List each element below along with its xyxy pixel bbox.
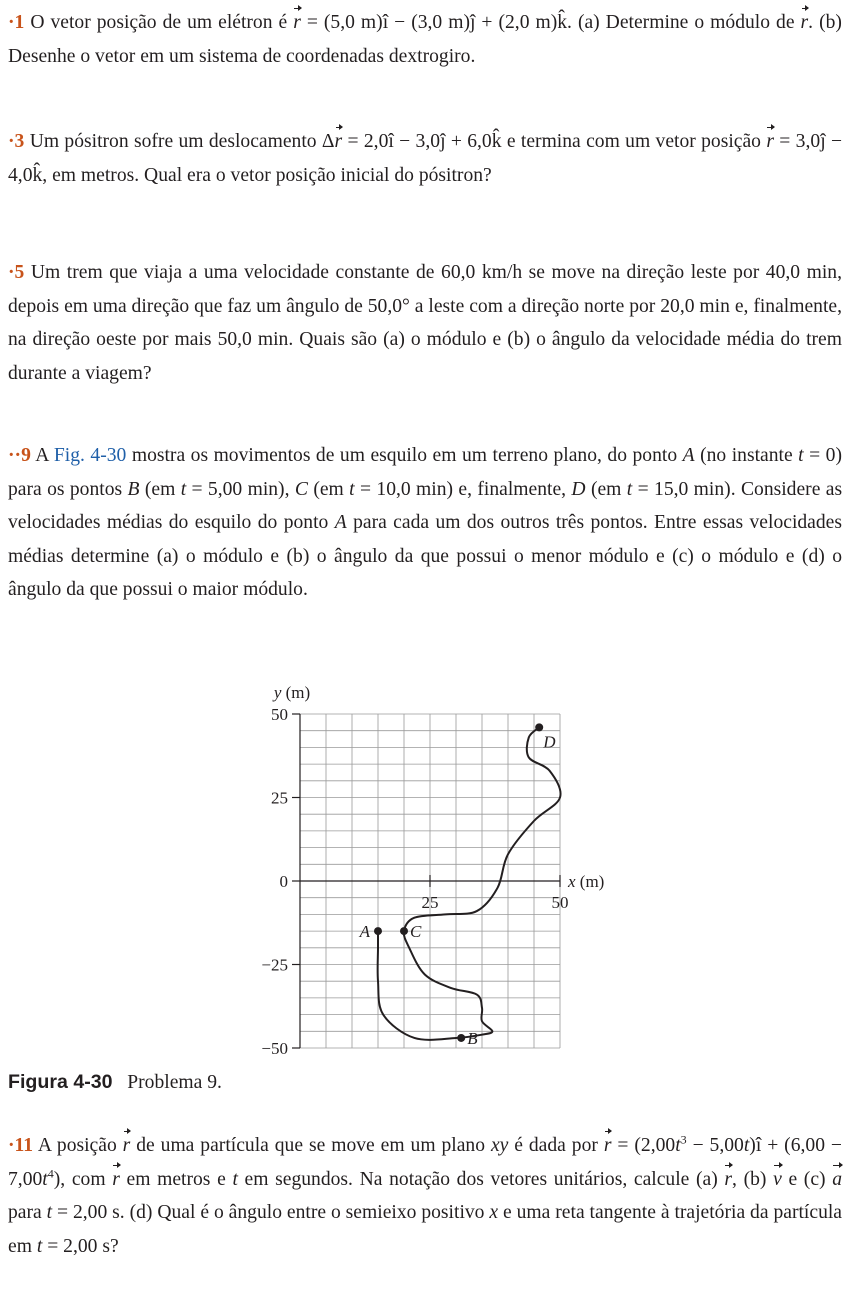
text: . (b) Desenhe o vetor em um sistema de coordenadas dextrogiro. — [8, 12, 842, 67]
vector-r: r — [724, 1163, 732, 1197]
text: + (2,0 m) — [481, 12, 558, 33]
var-xy: xy — [490, 1135, 509, 1156]
vector-r: r — [604, 1129, 612, 1163]
squirrel-path-chart — [230, 678, 630, 1063]
text: A — [35, 445, 49, 466]
text: para cada um dos outros três pontos. Entre essas velocidades médias determine (a) o módulo e (b) o ângulo da que possui o menor módulo e (c) o módulo e (d) o ângulo da que possui o maior módulo. — [8, 512, 842, 600]
var-t: t — [180, 478, 187, 500]
point-label: A — [682, 445, 695, 466]
text: − (3,0 m) — [394, 12, 470, 33]
problem-number: ··9 — [8, 445, 31, 466]
text: e termina com um vetor posição — [506, 131, 761, 152]
text: de uma partícula que se move em um plano — [136, 1135, 486, 1156]
text: = 10,0 min) e, finalmente, — [359, 478, 567, 500]
var-t: t — [743, 1135, 750, 1156]
figure-link[interactable]: Fig. 4-30 — [53, 445, 127, 466]
text: (em — [144, 478, 176, 500]
problem-number: ·11 — [8, 1135, 34, 1156]
vector-r: r — [801, 6, 809, 40]
point-label-d: D — [543, 732, 556, 752]
text: para — [8, 1202, 42, 1223]
point-label: A — [334, 512, 347, 533]
point-label-b: B — [467, 1028, 478, 1048]
point-b — [457, 1034, 465, 1042]
text: Um trem que viaja a uma velocidade constante de 60,0 km/h se move na direção leste por 40,0 min, depois em uma direção que faz um ângulo de 50,0° a leste com a direção norte por 20,0 min e, finalmente, na direção oeste por mais 50,0 min. Quais são (a) o módulo e (b) o ângulo da velocidade média do trem durante a viagem? — [8, 262, 842, 384]
problem-5 — [8, 256, 842, 390]
text: (em — [590, 478, 622, 500]
figure-caption — [8, 1067, 222, 1098]
var-t: t — [349, 478, 355, 500]
text: (no instante — [700, 445, 793, 466]
point-label: B — [127, 478, 140, 500]
point-d — [535, 723, 543, 731]
text: − 5,00 — [692, 1135, 744, 1156]
text: + (6,00 − 7,00 — [8, 1135, 842, 1190]
unit-i: î — [382, 12, 389, 33]
y-tick-label: 50 — [271, 705, 288, 724]
text: mostra os movimentos de um esquilo em um terreno plano, do ponto — [131, 445, 678, 466]
var-t: t — [232, 1168, 238, 1190]
text: e (c) — [788, 1168, 826, 1190]
vector-r: r — [766, 125, 774, 159]
var-t: t — [36, 1235, 43, 1257]
text: = 2,0 — [347, 131, 389, 152]
text: Um pósitron sofre um deslocamento Δ — [29, 131, 335, 152]
point-c — [400, 927, 408, 935]
y-tick-label: 25 — [271, 788, 288, 808]
text: (em — [313, 478, 344, 500]
text: , em metros. Qual era o vetor posição inicial do pósitron? — [42, 164, 492, 186]
var-t: t — [46, 1202, 53, 1223]
text: = 0) para os pontos — [8, 445, 842, 500]
problem-11: ·11 A posição r de uma partícula que se move em um plano xy é dada por $r = (2,00t^3$ − 5,00t)î + $(6,00 - 7,00t^4)$, com r em metros e t em segundos. Na notação dos vetores unitários, calcule (a) r, (b) v e (c) a para t = 2,00 s. (d) Qual é o ângulo entre o semieixo positivo x e uma reta tangente à trajetória da partícula em t = 2,00 s? — [8, 1129, 842, 1263]
text: − 3,0 — [399, 131, 441, 152]
unit-k: k̂ — [557, 12, 568, 33]
text: em metros e — [126, 1168, 226, 1190]
text: ), com — [53, 1168, 106, 1190]
text: = (2,00 — [617, 1135, 676, 1156]
x-tick-label: 25 — [421, 893, 439, 912]
vector-r: r — [123, 1129, 131, 1163]
text: = 3,0 — [779, 131, 821, 152]
unit-j: ĵ — [469, 12, 476, 33]
vector-r: r — [293, 6, 301, 40]
point-label-c: C — [410, 922, 422, 942]
problem-number: ·3 — [8, 131, 25, 152]
text: = (5,0 m) — [306, 12, 383, 33]
text: = 2,00 s? — [47, 1235, 119, 1257]
problem-number: ·5 — [8, 262, 25, 283]
problem-1 — [8, 6, 842, 73]
text: = 15,0 min). Considere as velocidades médias do esquilo do ponto — [8, 478, 843, 533]
vector-v: v — [773, 1163, 782, 1197]
squirrel-path — [378, 727, 561, 1039]
x-axis-label: x (m) — [568, 872, 605, 891]
text: − 4,0 — [8, 131, 843, 186]
text: = 2,00 s. (d) Qual é o ângulo entre o semieixo positivo — [57, 1202, 485, 1223]
text: = 5,00 min), — [191, 478, 290, 500]
problem-9 — [8, 439, 842, 607]
text: é dada por — [514, 1135, 598, 1156]
problem-3: ·3 Um pósitron sofre um deslocamento Δr = 2,0î − 3,0ĵ + 6,0k̂ e termina com um vetor posição r = 3,0ĵ − 4,0k̂, em metros. Qual era o vetor posição inicial do pósitron? — [8, 125, 842, 192]
vector-a: a — [832, 1163, 842, 1197]
text: em segundos. Na notação dos vetores unitários, calcule (a) — [244, 1168, 718, 1190]
figure-label: Figura 4-30 — [8, 1071, 113, 1093]
y-tick-label: −25 — [261, 955, 288, 975]
text: A posição — [37, 1135, 117, 1156]
text: , (b) — [732, 1168, 767, 1190]
vector-r: r — [335, 125, 343, 159]
y-axis-label: y (m) — [273, 683, 311, 702]
var-t: t — [42, 1168, 48, 1190]
text: O vetor posição de um elétron é — [30, 12, 288, 33]
text: ) — [749, 1135, 756, 1156]
var-t: t — [675, 1135, 681, 1156]
text: . (a) Determine o módulo de — [567, 12, 795, 33]
vector-r: r — [112, 1163, 120, 1197]
point-label: D — [571, 478, 586, 500]
point-label: C — [294, 478, 308, 500]
var-x: x — [489, 1202, 499, 1223]
point-a — [374, 927, 382, 935]
exponent: 4 — [47, 1165, 54, 1180]
x-tick-label: 50 — [551, 893, 569, 912]
point-label-a: A — [359, 922, 370, 942]
exponent: 3 — [680, 1132, 687, 1147]
var-t: t — [626, 478, 633, 500]
var-t: t — [798, 445, 804, 466]
figure-caption-text: Problema 9. — [127, 1072, 222, 1093]
y-tick-label: 0 — [279, 872, 288, 891]
text: e uma reta tangente à trajetória da partícula em — [8, 1202, 843, 1257]
y-tick-label: −50 — [261, 1039, 288, 1058]
problem-number: ·1 — [8, 12, 25, 33]
text: + 6,0 — [450, 131, 492, 152]
